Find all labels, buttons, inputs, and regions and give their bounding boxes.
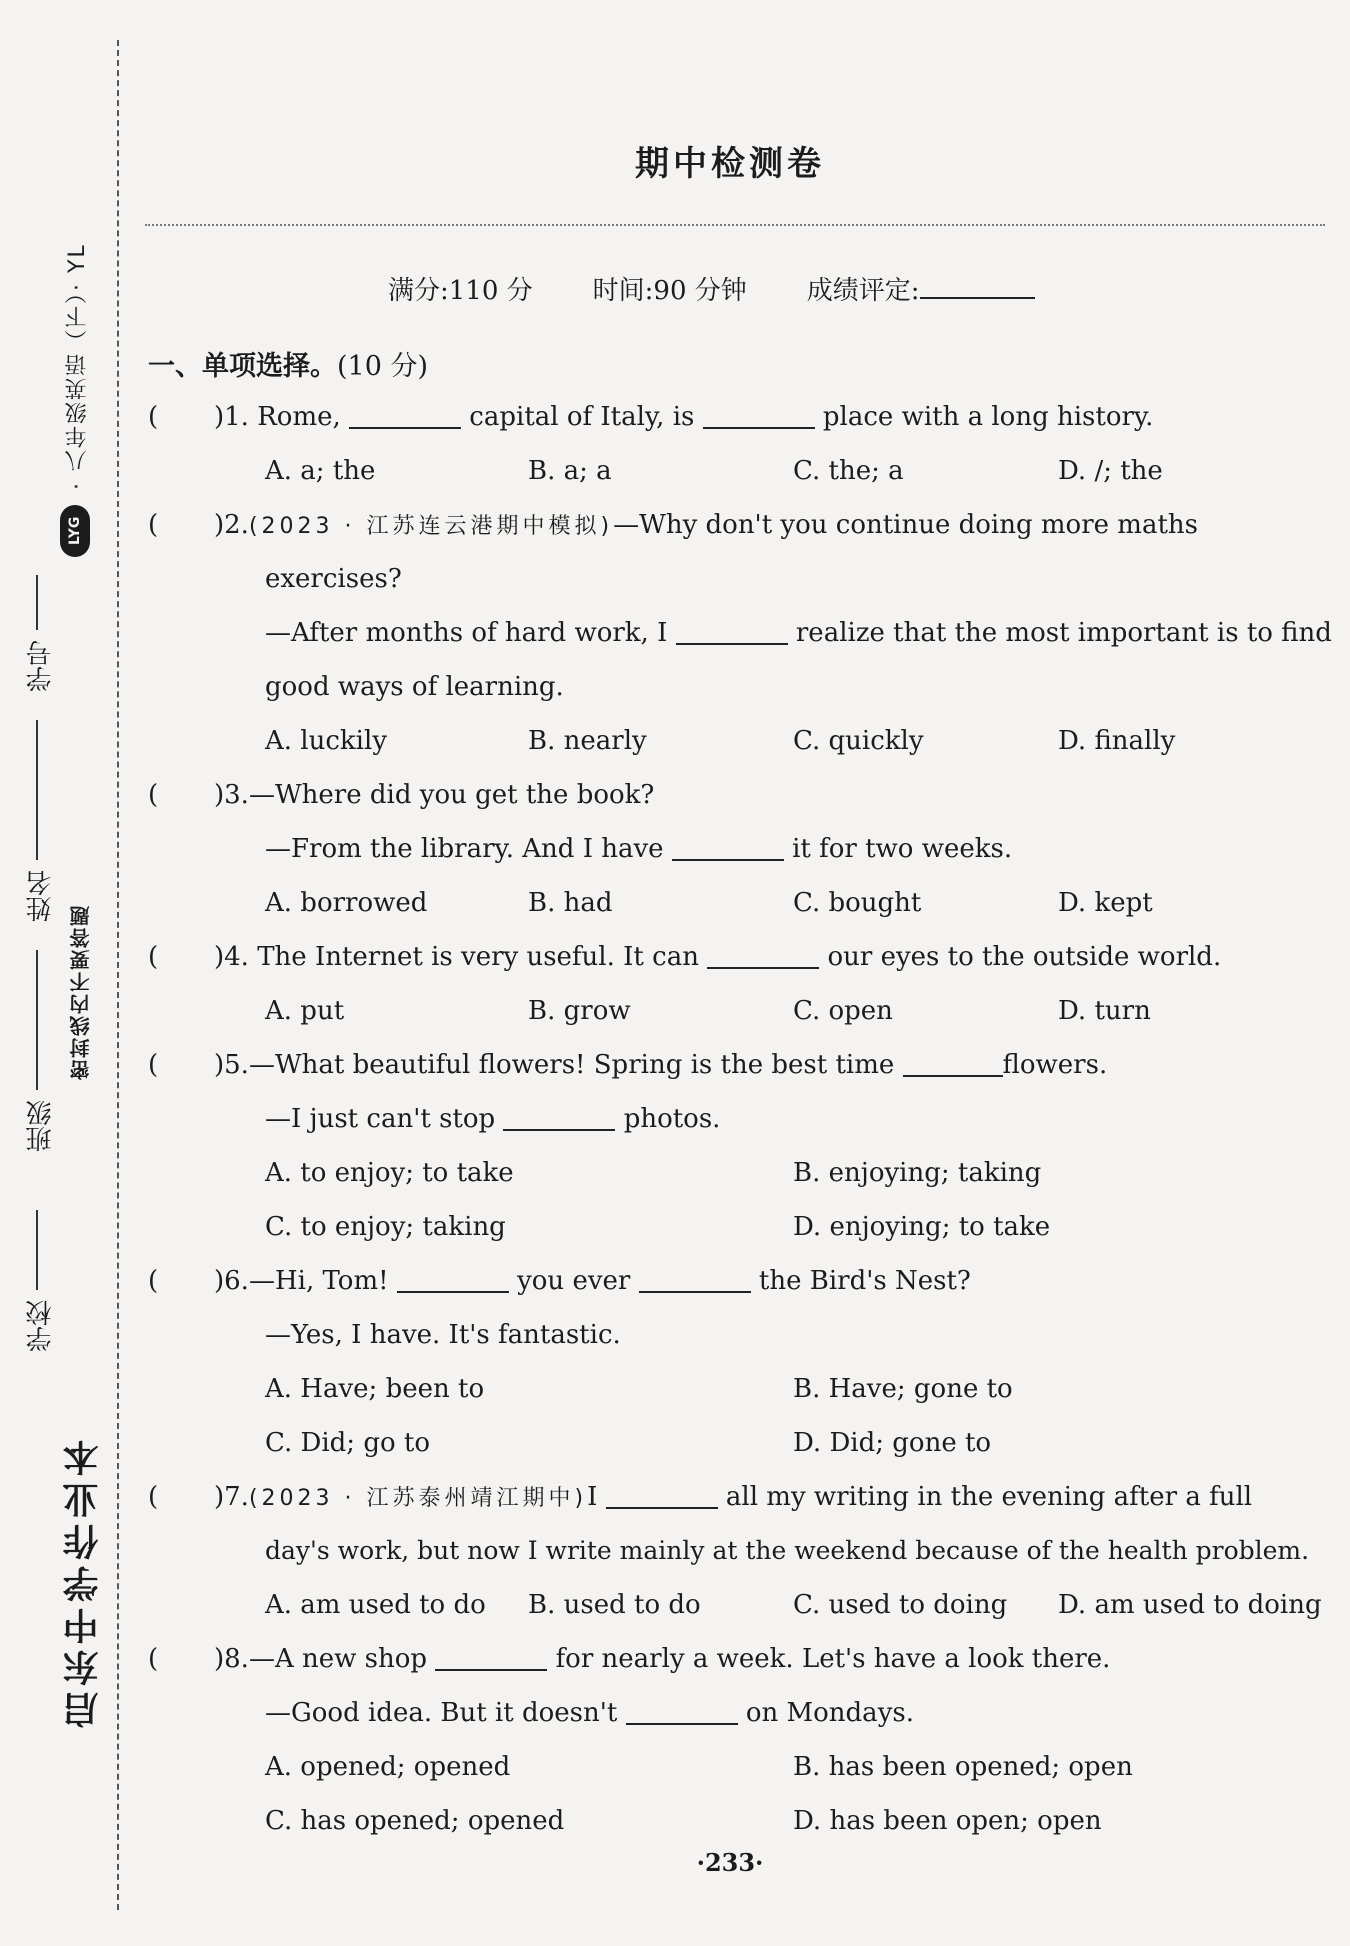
option-b[interactable]: B. had (528, 888, 613, 918)
class-field[interactable] (36, 950, 38, 1090)
answer-blank[interactable] (707, 937, 819, 969)
option-c[interactable]: C. used to doing (793, 1590, 1008, 1620)
question-text: )3.—Where did you get the book? (214, 780, 655, 810)
option-c[interactable]: C. open (793, 996, 893, 1026)
option-d[interactable]: D. finally (1058, 726, 1176, 756)
question-text: )7.(2023 · 江苏泰州靖江期中)I all my writing in the evening after a full (214, 1470, 1330, 1526)
option-a[interactable]: A. Have; been to (265, 1374, 485, 1404)
options-row (148, 984, 1330, 1038)
question-3-reply: —From the library. And I have it for two weeks. (148, 822, 1330, 876)
options-row (148, 444, 1330, 498)
answer-blank[interactable] (349, 397, 461, 429)
question-8 (148, 1632, 1330, 1686)
student-id-label: 学号 (26, 640, 56, 692)
question-2-reply: —After months of hard work, I realize that the most important is to find (148, 606, 1330, 660)
option-b[interactable]: B. used to do (528, 1590, 701, 1620)
question-1 (148, 390, 1330, 444)
student-id-field[interactable] (36, 575, 38, 630)
school-label: 学校 (26, 1300, 56, 1352)
option-d[interactable]: D. kept (1058, 888, 1153, 918)
option-d[interactable]: D. Did; gone to (793, 1428, 992, 1458)
options-row (148, 1200, 1330, 1254)
answer-blank[interactable] (503, 1099, 615, 1131)
question-text: )8.—A new shop for nearly a week. Let's have a look there. (214, 1632, 1330, 1686)
option-b[interactable]: B. Have; gone to (793, 1374, 1013, 1404)
question-6 (148, 1254, 1330, 1308)
question-text: )4. The Internet is very useful. It can our eyes to the outside world. (214, 930, 1330, 984)
options-row (148, 1578, 1330, 1632)
question-5-reply: —I just can't stop photos. (148, 1092, 1330, 1146)
question-2-reply-cont: good ways of learning. (265, 672, 564, 702)
answer-paren[interactable]: ( (148, 942, 159, 972)
grade-field (807, 270, 1035, 307)
binding-strip (0, 0, 140, 1946)
option-a[interactable]: A. put (265, 996, 345, 1026)
name-label: 姓名 (26, 870, 56, 922)
question-7-line2: day's work, but now I write mainly at the weekend because of the health problem. (265, 1536, 1310, 1565)
grade-label: 成绩评定: (806, 276, 920, 306)
option-a[interactable]: A. to enjoy; to take (265, 1158, 514, 1188)
option-c[interactable]: C. the; a (793, 456, 904, 486)
answer-paren[interactable]: ( (148, 510, 159, 540)
answer-paren[interactable]: ( (148, 402, 159, 432)
school-field[interactable] (36, 1210, 38, 1290)
answer-blank[interactable] (606, 1477, 718, 1509)
question-8-reply: —Good idea. But it doesn't on Mondays. (148, 1686, 1330, 1740)
book-title: 启东中学作业本 (63, 1434, 104, 1728)
options-row (148, 1416, 1330, 1470)
question-6-reply: —Yes, I have. It's fantastic. (265, 1320, 621, 1350)
page-number: ·233· (696, 1848, 764, 1877)
options-row (148, 714, 1330, 768)
option-d[interactable]: D. turn (1058, 996, 1151, 1026)
option-a[interactable]: A. am used to do (265, 1590, 486, 1620)
answer-paren[interactable]: ( (148, 1644, 159, 1674)
question-text: )6.—Hi, Tom! you ever the Bird's Nest? (214, 1254, 1330, 1308)
options-row (148, 876, 1330, 930)
option-b[interactable]: B. grow (528, 996, 631, 1026)
options-row (148, 1362, 1330, 1416)
option-b[interactable]: B. has been opened; open (793, 1752, 1133, 1782)
answer-paren[interactable]: ( (148, 1266, 159, 1296)
seal-note: 密封线内不要答题 (69, 904, 93, 1080)
option-c[interactable]: C. has opened; opened (265, 1806, 565, 1836)
option-c[interactable]: C. quickly (793, 726, 924, 756)
answer-blank[interactable] (435, 1639, 547, 1671)
class-label: 班级 (26, 1100, 56, 1152)
option-a[interactable]: A. a; the (265, 456, 376, 486)
options-row (148, 1146, 1330, 1200)
option-b[interactable]: B. nearly (528, 726, 647, 756)
question-2-line2: exercises? (265, 564, 402, 594)
seal-dashed-line (117, 40, 119, 1910)
option-d[interactable]: D. am used to doing (1058, 1590, 1322, 1620)
question-text: )5.—What beautiful flowers! Spring is the best time flowers. (214, 1038, 1330, 1092)
question-3 (148, 768, 1330, 822)
answer-blank[interactable] (676, 613, 788, 645)
question-7 (148, 1470, 1330, 1524)
section-heading (148, 344, 428, 383)
option-b[interactable]: B. a; a (528, 456, 612, 486)
answer-blank[interactable] (903, 1045, 1003, 1077)
page-title: 期中检测卷 (635, 144, 825, 184)
question-4 (148, 930, 1330, 984)
option-d[interactable]: D. enjoying; to take (793, 1212, 1051, 1242)
answer-paren[interactable]: ( (148, 1050, 159, 1080)
answer-blank[interactable] (672, 829, 784, 861)
answer-paren[interactable]: ( (148, 780, 159, 810)
section-title: 一、单项选择。 (148, 351, 337, 382)
option-d[interactable]: D. has been open; open (793, 1806, 1102, 1836)
option-c[interactable]: C. to enjoy; taking (265, 1212, 506, 1242)
option-b[interactable]: B. enjoying; taking (793, 1158, 1042, 1188)
lyg-badge: LYG (60, 505, 90, 557)
option-c[interactable]: C. bought (793, 888, 922, 918)
name-field[interactable] (36, 720, 38, 860)
option-c[interactable]: C. Did; go to (265, 1428, 430, 1458)
series-label: · 八年级英语（下）· YL (65, 243, 90, 490)
answer-paren[interactable]: ( (148, 1482, 159, 1512)
question-text: )2.(2023 · 江苏连云港期中模拟)—Why don't you continue doing more maths (214, 510, 1198, 540)
options-row (148, 1740, 1330, 1794)
answer-blank[interactable] (639, 1261, 751, 1293)
question-2 (148, 498, 1330, 552)
full-score: 满分:110 分 (388, 276, 533, 306)
option-a[interactable]: A. borrowed (265, 888, 428, 918)
option-d[interactable]: D. /; the (1058, 456, 1163, 486)
answer-blank[interactable] (703, 397, 815, 429)
section-points: (10 分) (337, 351, 429, 382)
answer-blank[interactable] (397, 1261, 509, 1293)
options-row (148, 1794, 1330, 1848)
exam-meta (388, 270, 1035, 307)
question-text: )1. Rome, capital of Italy, is place with a long history. (214, 390, 1330, 444)
title-divider (145, 224, 1325, 226)
answer-blank[interactable] (626, 1693, 738, 1725)
grade-blank[interactable] (920, 297, 1035, 299)
exam-time: 时间:90 分钟 (592, 276, 747, 306)
option-a[interactable]: A. luckily (265, 726, 388, 756)
option-a[interactable]: A. opened; opened (265, 1752, 511, 1782)
question-5 (148, 1038, 1330, 1092)
